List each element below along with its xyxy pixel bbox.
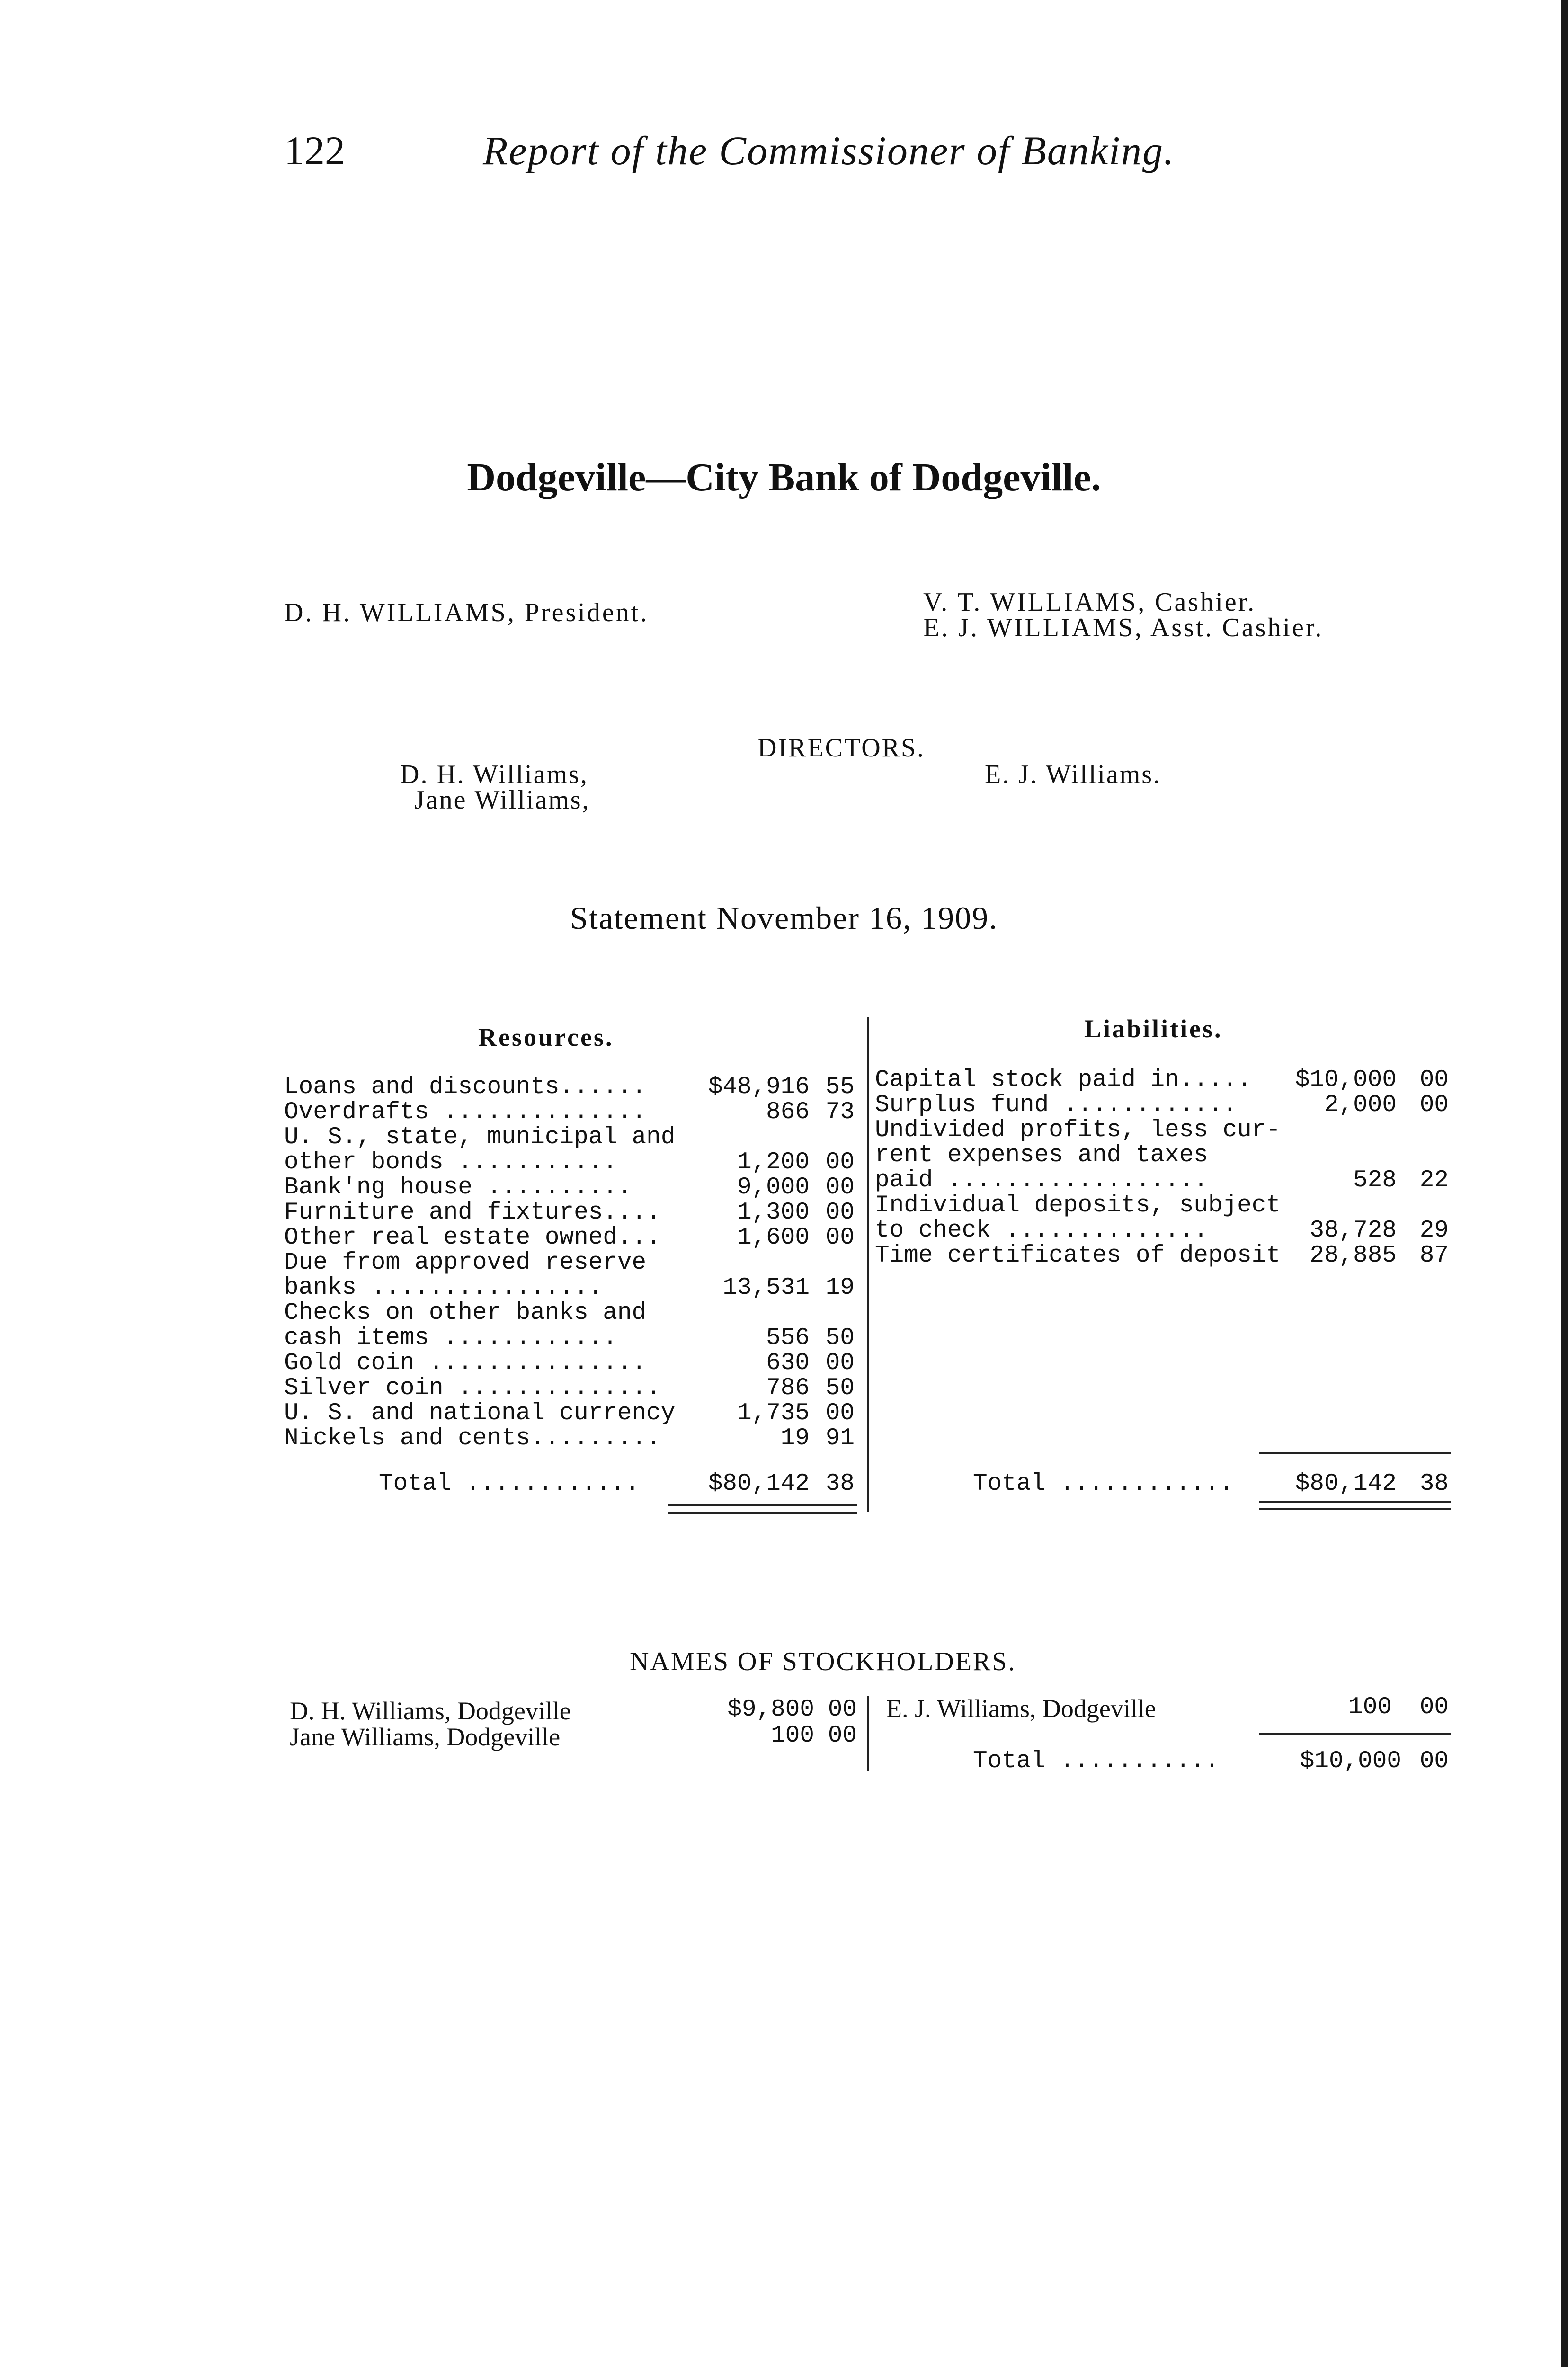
row-label: Furniture and fixtures.... bbox=[284, 1199, 661, 1226]
directors-heading: DIRECTORS. bbox=[757, 733, 926, 763]
row-amount: $48,916 bbox=[708, 1074, 810, 1101]
stockholder-name: D. H. Williams, Dodgeville bbox=[290, 1697, 571, 1725]
row-label: other bonds ........... bbox=[284, 1149, 617, 1176]
row-label: Nickels and cents......... bbox=[284, 1425, 661, 1452]
row-amount: 1,200 bbox=[737, 1149, 810, 1176]
row-label: Silver coin .............. bbox=[284, 1375, 661, 1402]
row-amount: 13,531 bbox=[722, 1274, 810, 1301]
row-cents: 73 bbox=[825, 1099, 855, 1126]
row-cents: 50 bbox=[825, 1325, 855, 1352]
stockholders-divider bbox=[867, 1696, 869, 1771]
row-label: Loans and discounts...... bbox=[284, 1074, 647, 1101]
row-cents: 91 bbox=[825, 1425, 855, 1452]
officer-cashier: V. T. WILLIAMS, Cashier. bbox=[923, 587, 1256, 617]
row-amount: $10,000 bbox=[1295, 1067, 1397, 1094]
row-amount: 38,728 bbox=[1310, 1217, 1397, 1244]
row-amount: 528 bbox=[1353, 1167, 1397, 1194]
total-rule bbox=[1259, 1733, 1451, 1735]
row-cents: 00 bbox=[825, 1350, 855, 1377]
resources-total-label: Total ............ bbox=[379, 1470, 640, 1497]
officer-asst-cashier: E. J. WILLIAMS, Asst. Cashier. bbox=[923, 613, 1324, 642]
row-cents: 50 bbox=[825, 1375, 855, 1402]
row-label: U. S. and national currency bbox=[284, 1400, 676, 1427]
row-label: Individual deposits, subject bbox=[875, 1192, 1281, 1219]
row-label: paid .................. bbox=[875, 1167, 1208, 1194]
officer-president: D. H. WILLIAMS, President. bbox=[284, 598, 649, 627]
stockholders-total-label: Total ........... bbox=[973, 1748, 1220, 1775]
row-amount: 1,300 bbox=[737, 1199, 810, 1226]
row-label: Capital stock paid in..... bbox=[875, 1067, 1252, 1094]
row-label: cash items ............ bbox=[284, 1325, 617, 1352]
row-cents: 87 bbox=[1419, 1242, 1449, 1269]
row-amount: 28,885 bbox=[1310, 1242, 1397, 1269]
row-cents: 00 bbox=[825, 1199, 855, 1226]
row-amount: 1,735 bbox=[737, 1400, 810, 1427]
stockholder-name: E. J. Williams, Dodgeville bbox=[886, 1694, 1156, 1723]
row-label: Due from approved reserve bbox=[284, 1249, 647, 1276]
row-cents: 19 bbox=[825, 1274, 855, 1301]
row-label: Overdrafts .............. bbox=[284, 1099, 647, 1126]
row-cents: 00 bbox=[1419, 1092, 1449, 1119]
row-cents: 00 bbox=[825, 1174, 855, 1201]
row-amount: 1,600 bbox=[737, 1224, 810, 1251]
director-name: D. H. Williams, bbox=[400, 760, 588, 789]
row-cents: 29 bbox=[1419, 1217, 1449, 1244]
stockholders-total-cents: 00 bbox=[1419, 1748, 1449, 1775]
director-name: E. J. Williams. bbox=[985, 760, 1162, 789]
row-amount: 866 bbox=[766, 1099, 810, 1126]
stockholder-name: Jane Williams, Dodgeville bbox=[290, 1723, 561, 1751]
row-cents: 22 bbox=[1419, 1167, 1449, 1194]
stockholder-amount: $9,800 bbox=[727, 1696, 814, 1723]
double-rule bbox=[668, 1512, 857, 1514]
running-head: Report of the Commissioner of Banking. bbox=[483, 128, 1175, 173]
resources-total-cents: 38 bbox=[825, 1470, 855, 1497]
row-label: Surplus fund ............ bbox=[875, 1092, 1238, 1119]
row-label: rent expenses and taxes bbox=[875, 1142, 1208, 1169]
bank-title: Dodgeville—City Bank of Dodgeville. bbox=[467, 455, 1101, 499]
stockholders-heading: NAMES OF STOCKHOLDERS. bbox=[630, 1647, 1016, 1676]
row-label: banks ................ bbox=[284, 1274, 603, 1301]
row-amount: 630 bbox=[766, 1350, 810, 1377]
row-label: to check .............. bbox=[875, 1217, 1208, 1244]
liabilities-heading: Liabilities. bbox=[1084, 1014, 1223, 1043]
row-label: U. S., state, municipal and bbox=[284, 1124, 676, 1151]
stockholder-cents: 00 bbox=[1419, 1694, 1449, 1721]
total-rule bbox=[1259, 1452, 1451, 1454]
page-edge-shadow bbox=[1561, 0, 1568, 2367]
stockholder-cents: 00 bbox=[828, 1696, 857, 1723]
row-cents: 00 bbox=[1419, 1067, 1449, 1094]
double-rule bbox=[1259, 1501, 1451, 1503]
row-label: Other real estate owned... bbox=[284, 1224, 661, 1251]
statement-date: Statement November 16, 1909. bbox=[570, 900, 998, 936]
resources-heading: Resources. bbox=[478, 1023, 614, 1051]
row-cents: 55 bbox=[825, 1074, 855, 1101]
row-cents: 00 bbox=[825, 1224, 855, 1251]
director-name: Jane Williams, bbox=[414, 785, 590, 815]
row-label: Undivided profits, less cur- bbox=[875, 1117, 1281, 1144]
page-number: 122 bbox=[284, 128, 345, 173]
liabilities-total-label: Total ............ bbox=[973, 1470, 1234, 1497]
stockholders-total-value: $10,000 bbox=[1300, 1748, 1401, 1775]
double-rule bbox=[668, 1504, 857, 1506]
stockholder-amount: 100 bbox=[771, 1722, 814, 1749]
double-rule bbox=[1259, 1508, 1451, 1510]
row-amount: 786 bbox=[766, 1375, 810, 1402]
resources-total-value: $80,142 bbox=[708, 1470, 810, 1497]
row-cents: 00 bbox=[825, 1149, 855, 1176]
row-label: Checks on other banks and bbox=[284, 1299, 647, 1326]
column-divider bbox=[867, 1017, 869, 1512]
row-label: Bank'ng house .......... bbox=[284, 1174, 632, 1201]
row-amount: 556 bbox=[766, 1325, 810, 1352]
row-label: Gold coin ............... bbox=[284, 1350, 647, 1377]
liabilities-total-value: $80,142 bbox=[1295, 1470, 1397, 1497]
stockholder-cents: 00 bbox=[828, 1722, 857, 1749]
stockholder-amount: 100 bbox=[1348, 1694, 1392, 1721]
row-amount: 9,000 bbox=[737, 1174, 810, 1201]
row-amount: 2,000 bbox=[1324, 1092, 1397, 1119]
liabilities-total-cents: 38 bbox=[1419, 1470, 1449, 1497]
row-amount: 19 bbox=[780, 1425, 810, 1452]
row-label: Time certificates of deposit bbox=[875, 1242, 1281, 1269]
row-cents: 00 bbox=[825, 1400, 855, 1427]
